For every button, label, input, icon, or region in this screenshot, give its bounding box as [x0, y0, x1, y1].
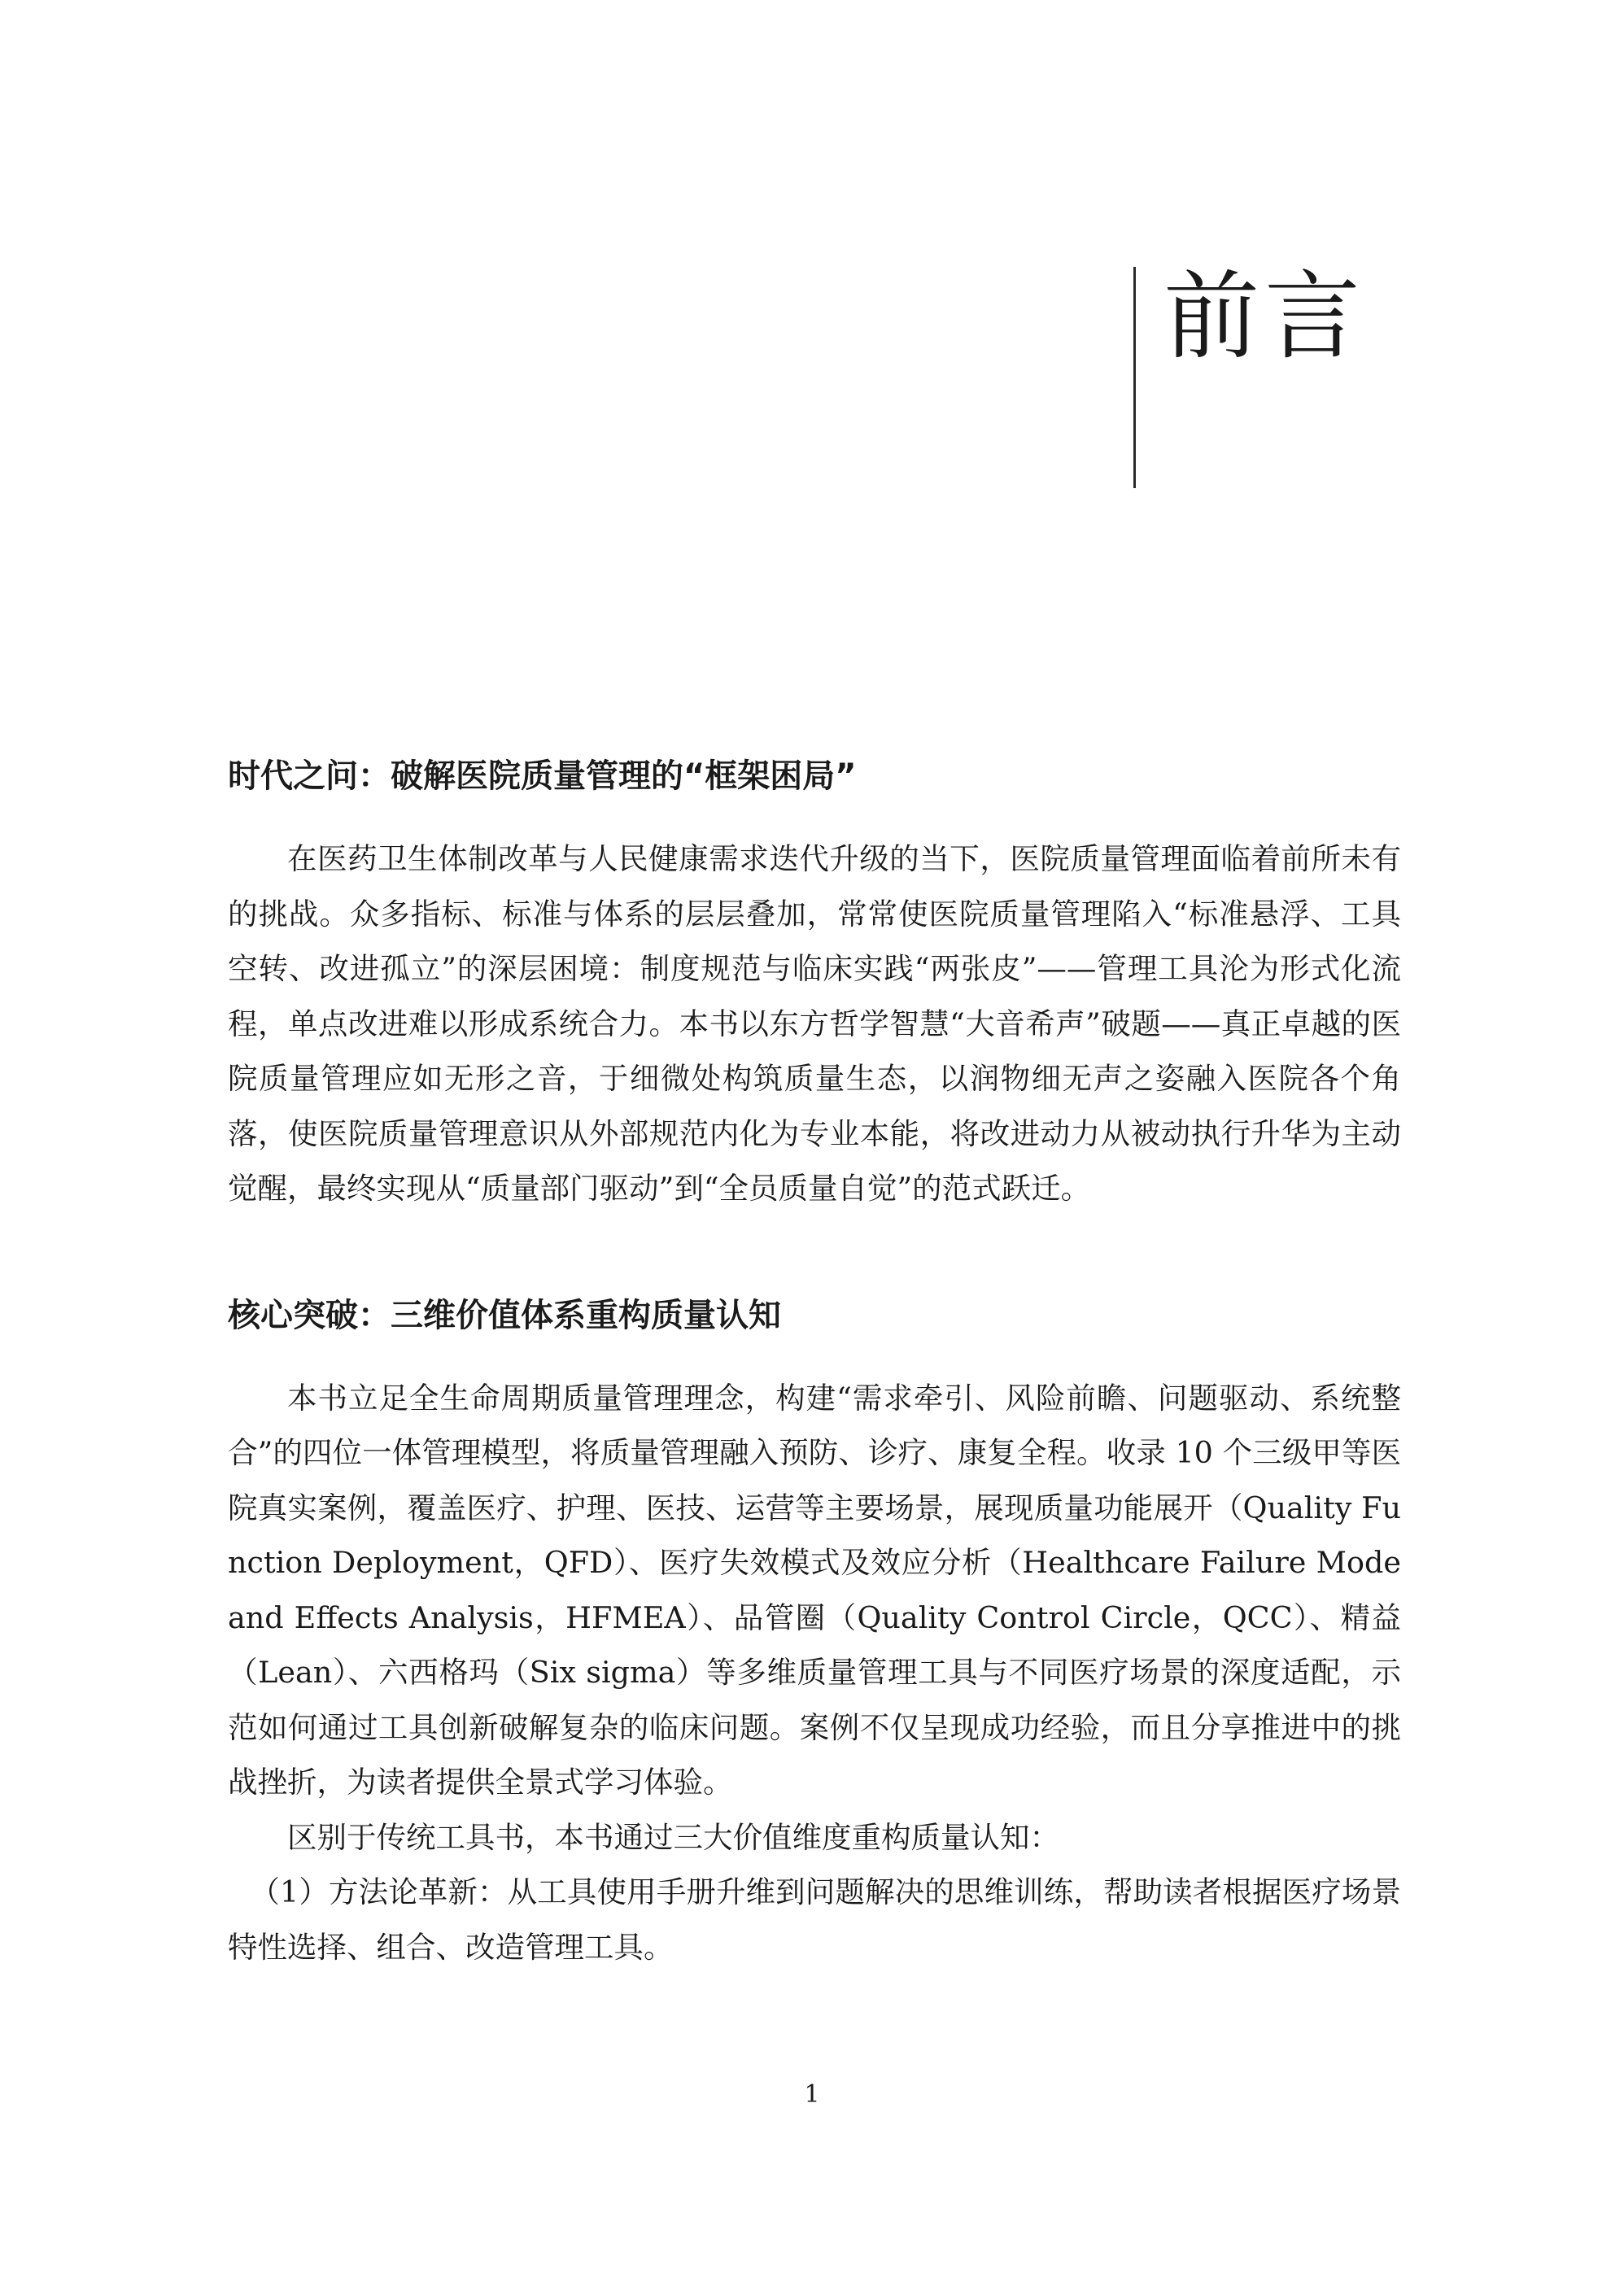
page-body — [228, 755, 1401, 1974]
section-heading-core-breakthrough: 核心突破：三维价值体系重构质量认知 — [228, 1296, 781, 1334]
body-paragraph: 区别于传统工具书，本书通过三大价值维度重构质量认知： — [287, 1819, 1059, 1855]
body-paragraph: 本书立足全生命周期质量管理理念，构建“需求牵引、风险前瞻、问题驱动、系统整合”的四位一体管理模型，将质量管理融入预防、诊疗、康复全程。收录 10 个三级甲等医院真实案例，覆盖医疗、护理、医技、运营等主要场景，展现质量功能展开（Quality Function Deployment，QFD）、医疗失效模式及效应分析（Healthcare Failure Mode and Effects Analysis，HFMEA）、品管圈（Quality Control Circle，QCC）、精益（Lean）、六西格玛（Six sigma）等多维质量管理工具与不同医疗场景的深度适配，示范如何通过工具创新破解复杂的临床问题。案例不仅呈现成功经验，而且分享推进中的挑战挫折，为读者提供全景式学习体验。 — [228, 1380, 1401, 1800]
section-heading-era-question: 时代之问：破解医院质量管理的“框架困局” — [228, 757, 857, 795]
title-divider-rule — [1133, 267, 1136, 488]
chapter-title: 前言 — [1163, 260, 1366, 373]
numbered-list-item: （1）方法论革新：从工具使用手册升维到问题解决的思维训练，帮助读者根据医疗场景特性选择、组合、改造管理工具。 — [228, 1874, 1401, 1965]
body-paragraph: 在医药卫生体制改革与人民健康需求迭代升级的当下，医院质量管理面临着前所未有的挑战。众多指标、标准与体系的层层叠加，常常使医院质量管理陷入“标准悬浮、工具空转、改进孤立”的深层困境：制度规范与临床实践“两张皮”——管理工具沦为形式化流程，单点改进难以形成系统合力。本书以东方哲学智慧“大音希声”破题——真正卓越的医院质量管理应如无形之音，于细微处构筑质量生态，以润物细无声之姿融入医院各个角落，使医院质量管理意识从外部规范内化为专业本能，将改进动力从被动执行升华为主动觉醒，最终实现从“质量部门驱动”到“全员质量自觉”的范式跃迁。 — [228, 841, 1401, 1206]
page-number: 1 — [804, 2080, 820, 2109]
